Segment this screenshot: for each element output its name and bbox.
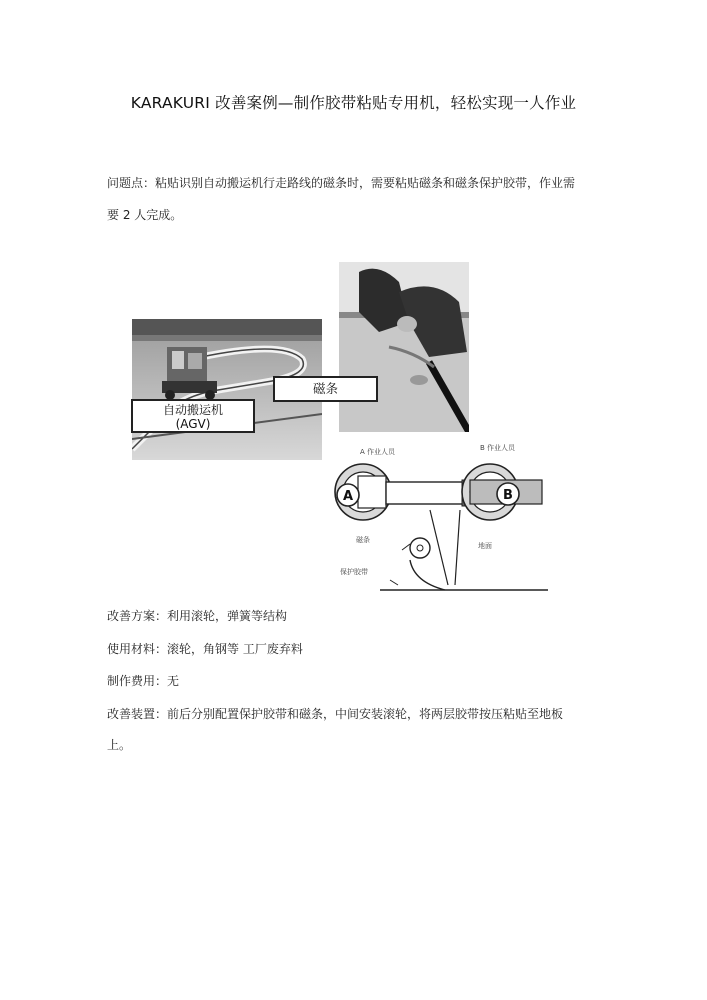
worker-a-label: A 作业人员 [360,448,396,456]
cost: 制作费用：无 [107,674,180,688]
press-arm [430,510,448,585]
problem-line-1: 问题点：粘贴识别自动搬运机行走路线的磁条时，需要粘贴磁条和磁条保护胶带，作业需 [107,176,576,190]
document-title: KARAKURI 改善案例—制作胶带粘贴专用机，轻松实现一人作业 [130,94,577,112]
magnetic-tape-label: 磁条 [273,376,378,402]
floor-caption: 地面 [478,542,492,550]
tape-device-diagram [330,440,550,595]
protective-tape-line [410,560,445,590]
workers-photo [339,262,469,432]
improvement-plan: 改善方案：利用滚轮，弹簧等结构 [107,609,288,623]
agv-label [131,399,255,433]
agv-label-line-2: (AGV) [175,417,211,431]
worker-b-label: B 作业人员 [480,444,516,452]
problem-line-2: 要 2 人完成。 [107,208,183,222]
circle-b-letter: B [503,488,513,503]
materials: 使用材料：滚轮，角钢等 工厂废弃料 [107,642,303,656]
circle-a-letter: A [342,489,354,504]
roller-icon [410,538,430,558]
frame-beam [386,482,466,504]
device-line-2: 上。 [107,738,132,752]
protective-tape-caption: 保护胶带 [340,568,368,576]
device-line-1: 改善装置：前后分别配置保护胶带和磁条，中间安装滚轮，将两层胶带按压粘贴至地板 [107,707,564,721]
magnetic-tape-caption: 磁条 [356,536,370,544]
agv-label-line-1: 自动搬运机 [162,403,223,417]
